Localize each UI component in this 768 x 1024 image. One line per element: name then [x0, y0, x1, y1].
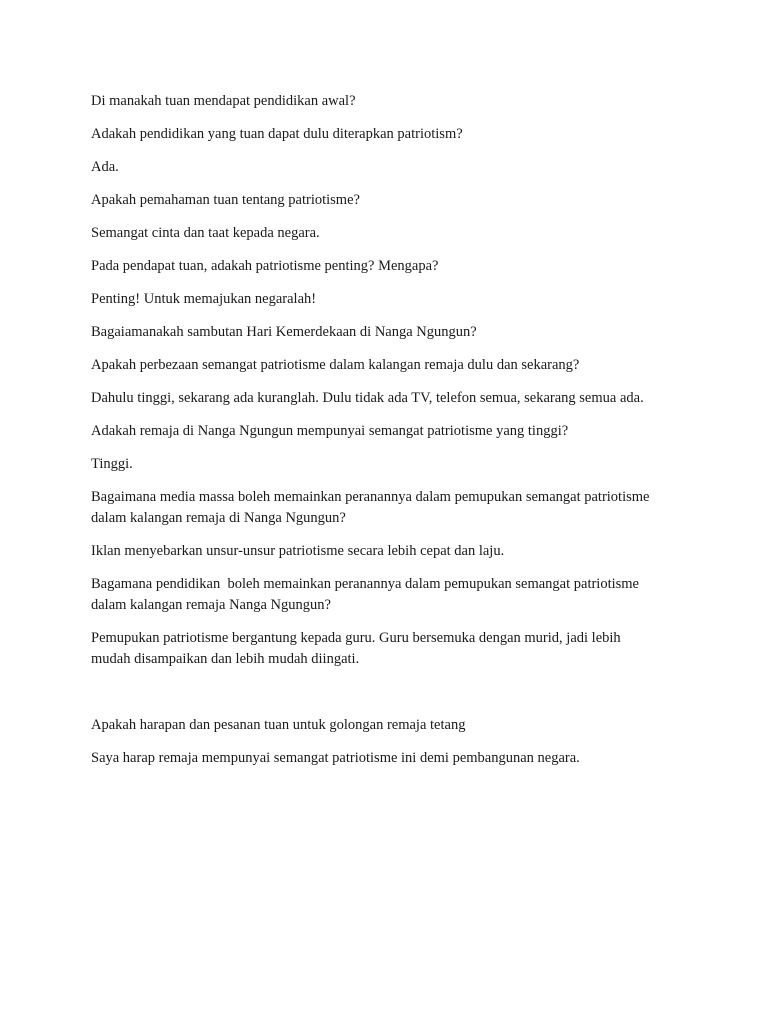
answer-mass-media: Iklan menyebarkan unsur-unsur patriotisme secara lebih cepat dan laju. — [91, 543, 505, 559]
answer-youth-spirit: Tinggi. — [91, 456, 133, 472]
question-youth-difference: Apakah perbezaan semangat patriotisme dalam kalangan remaja dulu dan sekarang? — [91, 357, 580, 373]
question-hopes-message: Apakah harapan dan pesanan tuan untuk golongan remaja tetang — [91, 717, 466, 733]
question-independence-day: Bagaiamanakah sambutan Hari Kemerdekaan di Nanga Ngungun? — [91, 324, 477, 340]
question-understanding-patriotism: Apakah pemahaman tuan tentang patriotisme? — [91, 192, 360, 208]
question-mass-media: Bagaimana media massa boleh memainkan peranannya dalam pemupukan semangat patriotisme dalam kalangan remaja di Nanga Ngungun? — [91, 489, 650, 526]
answer-patriotism-education: Ada. — [91, 159, 119, 175]
question-patriotism-education: Adakah pendidikan yang tuan dapat dulu diterapkan patriotism? — [91, 126, 463, 142]
answer-education-role: Pemupukan patriotisme bergantung kepada guru. Guru bersemuka dengan murid, jadi lebih mudah disampaikan dan lebih mudah diingati. — [91, 630, 621, 667]
question-education-role: Bagamana pendidikan boleh memainkan peranannya dalam pemupukan semangat patriotisme dalam kalangan remaja Nanga Ngungun? — [91, 576, 639, 613]
question-early-education: Di manakah tuan mendapat pendidikan awal? — [91, 93, 356, 109]
document-body — [91, 91, 691, 781]
question-youth-spirit: Adakah remaja di Nanga Ngungun mempunyai semangat patriotisme yang tinggi? — [91, 423, 569, 439]
answer-youth-difference: Dahulu tinggi, sekarang ada kuranglah. Dulu tidak ada TV, telefon semua, sekarang semua ada. — [91, 390, 644, 406]
answer-importance-patriotism: Penting! Untuk memajukan negaralah! — [91, 291, 317, 307]
blank-line — [91, 682, 691, 715]
question-importance-patriotism: Pada pendapat tuan, adakah patriotisme penting? Mengapa? — [91, 258, 439, 274]
answer-hopes-message: Saya harap remaja mempunyai semangat patriotisme ini demi pembangunan negara. — [91, 750, 580, 766]
answer-understanding-patriotism: Semangat cinta dan taat kepada negara. — [91, 225, 320, 241]
